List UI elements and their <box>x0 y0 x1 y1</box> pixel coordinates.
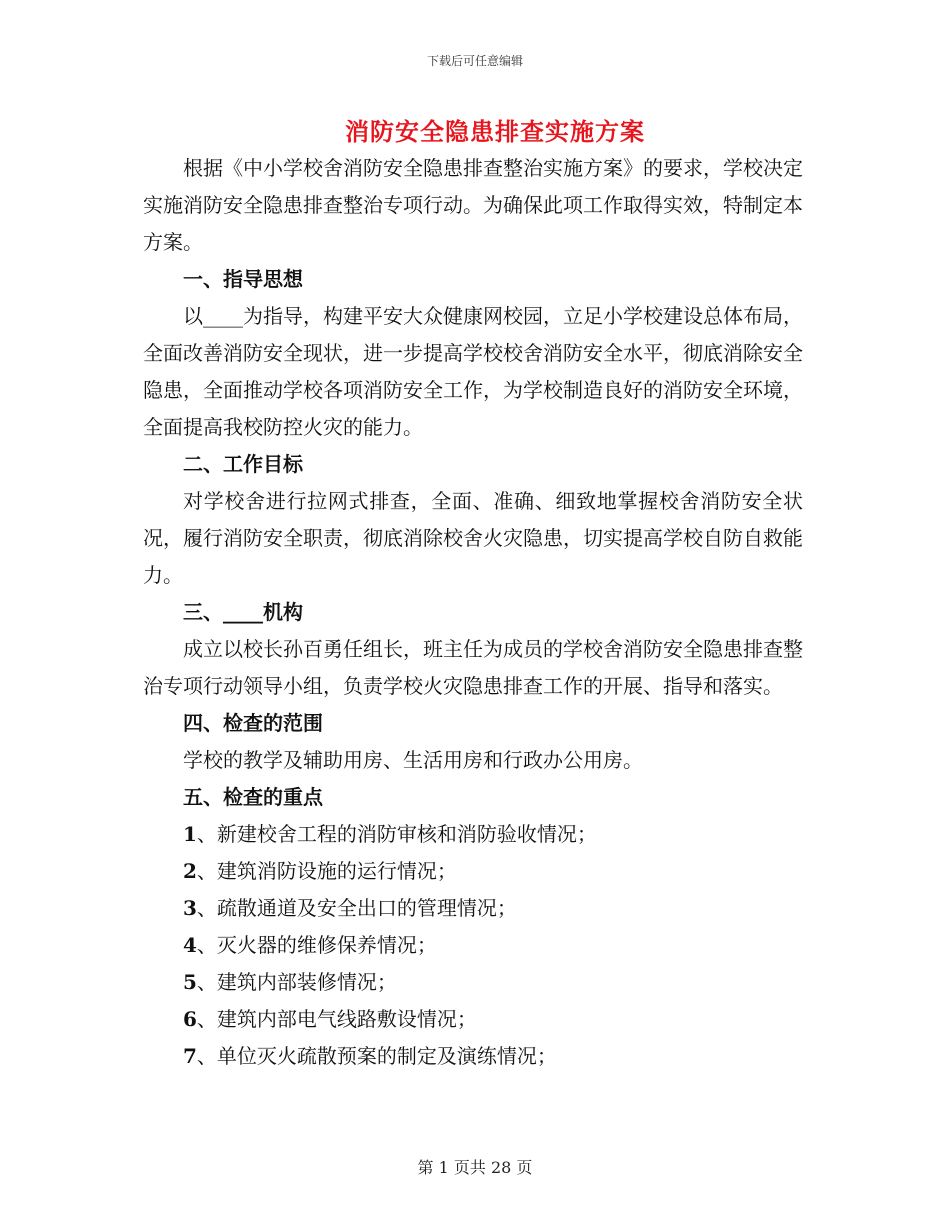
page-number-footer: 第 1 页共 28 页 <box>417 1158 533 1177</box>
section-body-inspection-scope: 学校的教学及辅助用房、生活用房和行政办公用房。 <box>183 748 643 772</box>
list-item-number: 5 <box>183 970 197 994</box>
list-item-number: 1 <box>183 822 197 846</box>
section-heading-guiding-ideology: 一、指导思想 <box>183 267 303 291</box>
section-heading-inspection-focus: 五、检查的重点 <box>183 785 323 809</box>
list-item-text: 、新建校舍工程的消防审核和消防验收情况； <box>196 822 597 846</box>
section-body-guiding-ideology: 以____为指导，构建平安大众健康网校园，立足小学校建设总体布局，全面改善消防安全现状，进一步提高学校校舍消防安全水平，彻底消除安全隐患，全面推动学校各项消防安全工作，为学校制造良好的消防安全环境，全面提高我校防控火灾的能力。 <box>143 304 803 439</box>
header-note: 下载后可任意编辑 <box>426 54 523 68</box>
list-item <box>143 927 803 964</box>
intro-paragraph: 根据《中小学校舍消防安全隐患排查整治实施方案》的要求，学校决定实施消防安全隐患排查整治专项行动。为确保此项工作取得实效，特制定本方案。 <box>143 156 803 254</box>
list-item <box>143 964 803 1001</box>
section-heading-work-goals: 二、工作目标 <box>183 452 303 476</box>
list-item-text: 、疏散通道及安全出口的管理情况； <box>196 896 517 920</box>
section-body-work-goals: 对学校舍进行拉网式排查，全面、准确、细致地掌握校舍消防安全状况，履行消防安全职责，彻底消除校舍火灾隐患，切实提高学校自防自救能力。 <box>143 489 803 587</box>
list-item-text: 、单位灭火疏散预案的制定及演练情况； <box>196 1044 557 1068</box>
list-item-number: 6 <box>183 1007 197 1031</box>
list-item-text: 、灭火器的维修保养情况； <box>196 933 437 957</box>
list-item <box>143 853 803 890</box>
section-heading-inspection-scope: 四、检查的范围 <box>183 711 323 735</box>
list-item-number: 4 <box>183 933 197 957</box>
list-item-text: 、建筑消防设施的运行情况； <box>196 859 457 883</box>
list-item-number: 7 <box>183 1044 197 1068</box>
list-item-number: 3 <box>183 896 197 920</box>
list-item-text: 、建筑内部装修情况； <box>196 970 397 994</box>
document-title: 消防安全隐患排查实施方案 <box>345 117 645 146</box>
section-heading-organization: 三、____机构 <box>183 600 303 624</box>
section-body-organization: 成立以校长孙百勇任组长，班主任为成员的学校舍消防安全隐患排查整治专项行动领导小组，负责学校火灾隐患排查工作的开展、指导和落实。 <box>143 637 803 698</box>
list-item <box>143 816 803 853</box>
list-item <box>143 1001 803 1038</box>
list-item-text: 、建筑内部电气线路敷设情况； <box>196 1007 477 1031</box>
list-item-number: 2 <box>183 859 197 883</box>
document-body <box>143 150 803 1075</box>
list-item <box>143 1038 803 1075</box>
list-item <box>143 890 803 927</box>
